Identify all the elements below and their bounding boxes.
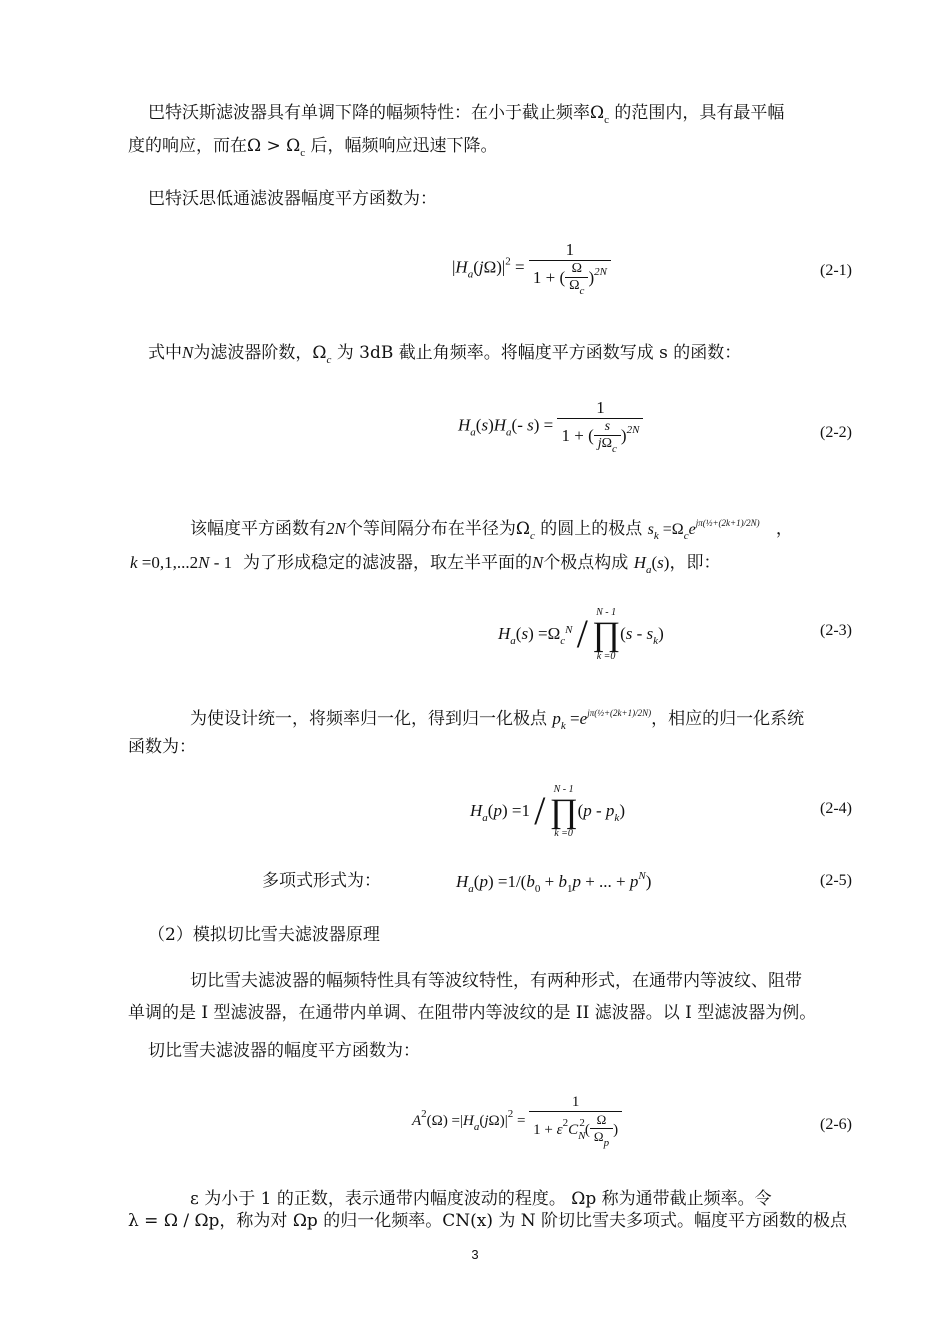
paragraph-epsilon-1: ε 为小于 1 的正数，表示通带内幅度波动的程度。 Ωp 称为通带截止频率。令	[190, 1189, 772, 1209]
text: 度的响应，而在Ω > Ω	[128, 136, 301, 156]
paragraph-poles: 该幅度平方函数有2N个等间隔分布在半径为$\Omega_c$ 的圆上的极点 $s_k =\Omega_ce^{j\pi(\frac{1}{2}+(2k+1)/2N)}$ ，	[190, 518, 793, 542]
text: 的圆上的极点	[540, 519, 643, 539]
equation-2-2: $H_a(s)H_a(-$ s) = 1 1 + ( $\frac{s}{j\Omega_c}$ )$^{2N}$	[458, 398, 643, 455]
text: 个极点构成	[543, 553, 629, 573]
text: 后，幅频响应迅速下降。	[310, 136, 498, 156]
equation-number: (2-6)	[820, 1116, 852, 1133]
paragraph-butterworth-2: 度的响应，而在$\Omega > \Omega_c$ 后，幅频响应迅速下降。	[128, 136, 498, 159]
text: 为了形成稳定的滤波器，取左半平面的	[242, 553, 532, 573]
text: 的范围内，具有最平幅	[614, 103, 785, 123]
equation-number: (2-5)	[820, 872, 852, 889]
paragraph-normalize-2: 函数为：	[128, 737, 196, 757]
section-heading: （2）模拟切比雪夫滤波器原理	[148, 925, 380, 945]
equation-2-6: $A^2(\Omega) =|H_a(j\Omega)|^2$ = 1 $1 + \varepsilon^2C_N^2$( $\frac{\Omega}{\Omega_p}$ )	[412, 1094, 622, 1149]
equation-2-5: $H_a(p) =1/(b_0 + b_1p$ + ... + $p^N$)	[456, 870, 652, 895]
equation-number: (2-4)	[820, 800, 852, 817]
equation-2-4: $H_a(p) =1$ / N - 1 ∏ k =0 $(p - p_k)$	[470, 784, 625, 839]
text: 巴特沃斯滤波器具有单调下降的幅频特性：在小于截止频率Ω	[148, 103, 605, 123]
text: ，相应的归一化系统	[651, 709, 805, 729]
text: 该幅度平方函数有	[190, 519, 326, 539]
text: 为滤波器阶数，Ω	[193, 343, 327, 363]
equation-2-1: $|H_a(j\Omega)|^2$ = 1 1 + ( $\frac{\Omega}{\Omega_c}$ )$^{2N}$	[452, 240, 611, 297]
paragraph-normalize: 为使设计统一，将频率归一化，得到归一化极点 $p_k =e^{j\pi(\frac{1}{2}+(2k+1)/2N)}$，相应的归一化系统	[190, 708, 805, 732]
equation-number: (2-2)	[820, 424, 852, 441]
equation-2-3: $H_a(s) =\Omega_c^N$ / N - 1 ∏ k =0 $(s - s_k)$	[498, 607, 664, 662]
page-number: 3	[471, 1247, 479, 1262]
text: ，即：	[669, 553, 721, 573]
equation-number: (2-3)	[820, 622, 852, 639]
polynomial-form-label: 多项式形式为：	[262, 871, 381, 891]
paragraph-poles-2: k =0,1,...2N - 1 为了形成稳定的滤波器，取左半平面的N个极点构成 $H_a(s)$，即：	[130, 553, 721, 576]
paragraph-chebyshev-2: 单调的是 I 型滤波器，在通带内单调、在阻带内等波纹的是 II 滤波器。以 I 型滤波器为例。	[128, 1003, 817, 1023]
eq1-numerator: 1	[529, 240, 611, 261]
equation-number: (2-1)	[820, 262, 852, 279]
text: 个等间隔分布在半径为Ω	[345, 519, 530, 539]
paragraph-butterworth-1: 巴特沃斯滤波器具有单调下降的幅频特性：在小于截止频率$\Omega_c$ 的范围内，具有最平幅	[148, 103, 785, 126]
paragraph-butterworth-intro: 巴特沃思低通滤波器幅度平方函数为：	[148, 189, 437, 209]
paragraph-order: 式中N为滤波器阶数，$\Omega_c$ 为 3dB 截止角频率。将幅度平方函数写成 s 的函数：	[148, 343, 742, 366]
paragraph-epsilon-2: λ = Ω / Ωp，称为对 Ωp 的归一化频率。CN(x) 为 N 阶切比雪夫多项式。幅度平方函数的极点	[128, 1211, 848, 1231]
text: 为使设计统一，将频率归一化，得到归一化极点	[190, 709, 547, 729]
paragraph-chebyshev-intro: 切比雪夫滤波器的幅度平方函数为：	[148, 1041, 420, 1061]
text: 式中	[148, 343, 182, 363]
paragraph-chebyshev-1: 切比雪夫滤波器的幅频特性具有等波纹特性，有两种形式，在通带内等波纹、阻带	[190, 971, 802, 991]
text: 为 3dB 截止角频率。将幅度平方函数写成 s 的函数：	[336, 343, 742, 363]
